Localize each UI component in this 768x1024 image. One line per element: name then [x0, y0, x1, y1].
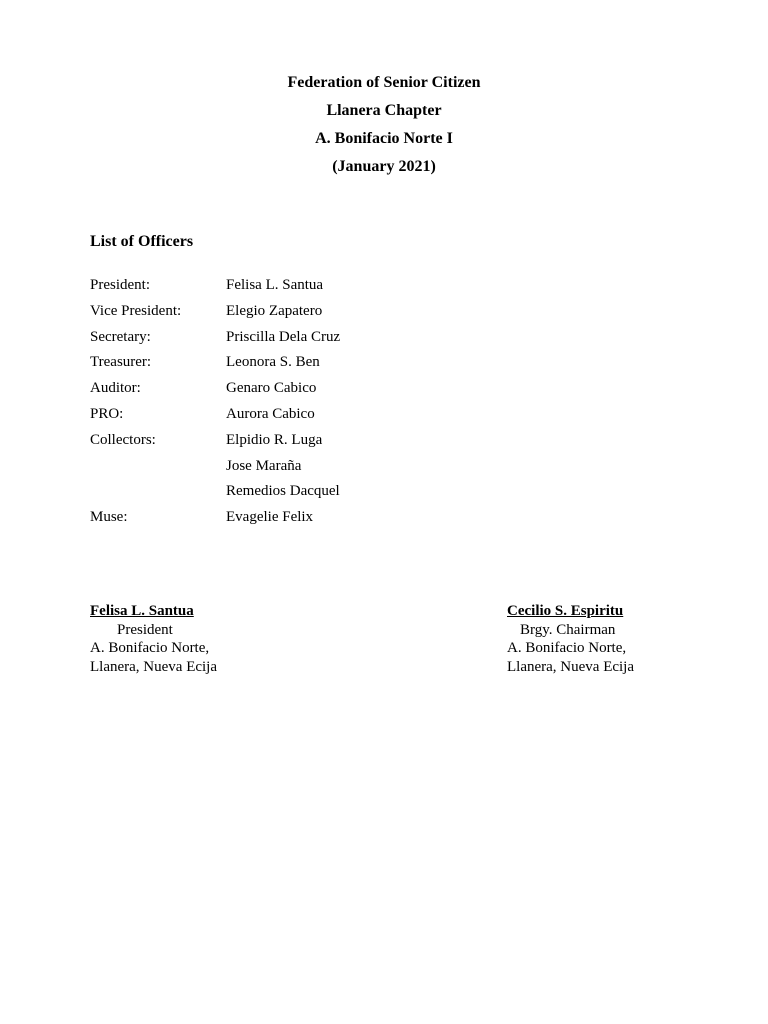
- officer-row: [90, 353, 340, 379]
- chapter-name: Llanera Chapter: [326, 102, 442, 119]
- signatory-right: [507, 602, 634, 676]
- officer-name: Jose Maraña: [226, 457, 302, 474]
- officer-row: [90, 328, 340, 354]
- officer-name: Leonora S. Ben: [226, 354, 320, 371]
- section-title: List of Officers: [90, 233, 194, 250]
- signatory-title: President: [117, 621, 173, 638]
- officer-row: [90, 276, 340, 302]
- signatory-left: [90, 602, 217, 676]
- signatory-address-line1: A. Bonifacio Norte,: [507, 640, 627, 656]
- officer-role: PRO:: [90, 405, 124, 422]
- signatory-name: Cecilio S. Espiritu: [507, 603, 624, 619]
- officer-role: [90, 457, 226, 483]
- officer-name: Evagelie Felix: [226, 509, 314, 526]
- officer-role: President:: [90, 277, 150, 293]
- officer-role: [90, 482, 226, 508]
- officer-role: Auditor:: [90, 380, 141, 397]
- officer-name: Elpidio R. Luga: [226, 431, 323, 448]
- officer-name: Felisa L. Santua: [226, 277, 324, 293]
- barangay-name: A. Bonifacio Norte I: [315, 130, 453, 147]
- officer-role: Secretary:: [90, 328, 151, 345]
- officer-row: [90, 482, 340, 508]
- officers-list: [90, 276, 340, 534]
- officer-role: Muse:: [90, 509, 128, 526]
- officer-role: Vice President:: [90, 302, 182, 319]
- document-date: (January 2021): [332, 158, 436, 175]
- officer-name: Aurora Cabico: [226, 405, 315, 422]
- document-header: [0, 72, 768, 184]
- officer-name: Priscilla Dela Cruz: [226, 328, 341, 345]
- officer-name: Elegio Zapatero: [226, 302, 323, 319]
- officer-row: [90, 431, 340, 457]
- officer-name: Remedios Dacquel: [226, 483, 340, 500]
- officer-role: Collectors:: [90, 431, 156, 448]
- officer-row: [90, 302, 340, 328]
- officer-row: [90, 405, 340, 431]
- signatory-address-line2: Llanera, Nueva Ecija: [507, 658, 635, 675]
- officer-row: [90, 457, 340, 483]
- officer-row: [90, 508, 340, 534]
- officer-name: Genaro Cabico: [226, 380, 317, 397]
- signatory-title: Brgy. Chairman: [520, 621, 616, 638]
- officer-row: [90, 379, 340, 405]
- signatory-address-line2: Llanera, Nueva Ecija: [90, 658, 218, 675]
- organization-name: Federation of Senior Citizen: [287, 74, 481, 91]
- signatory-address-line1: A. Bonifacio Norte,: [90, 640, 210, 656]
- signatory-name: Felisa L. Santua: [90, 603, 194, 619]
- officer-role: Treasurer:: [90, 354, 152, 371]
